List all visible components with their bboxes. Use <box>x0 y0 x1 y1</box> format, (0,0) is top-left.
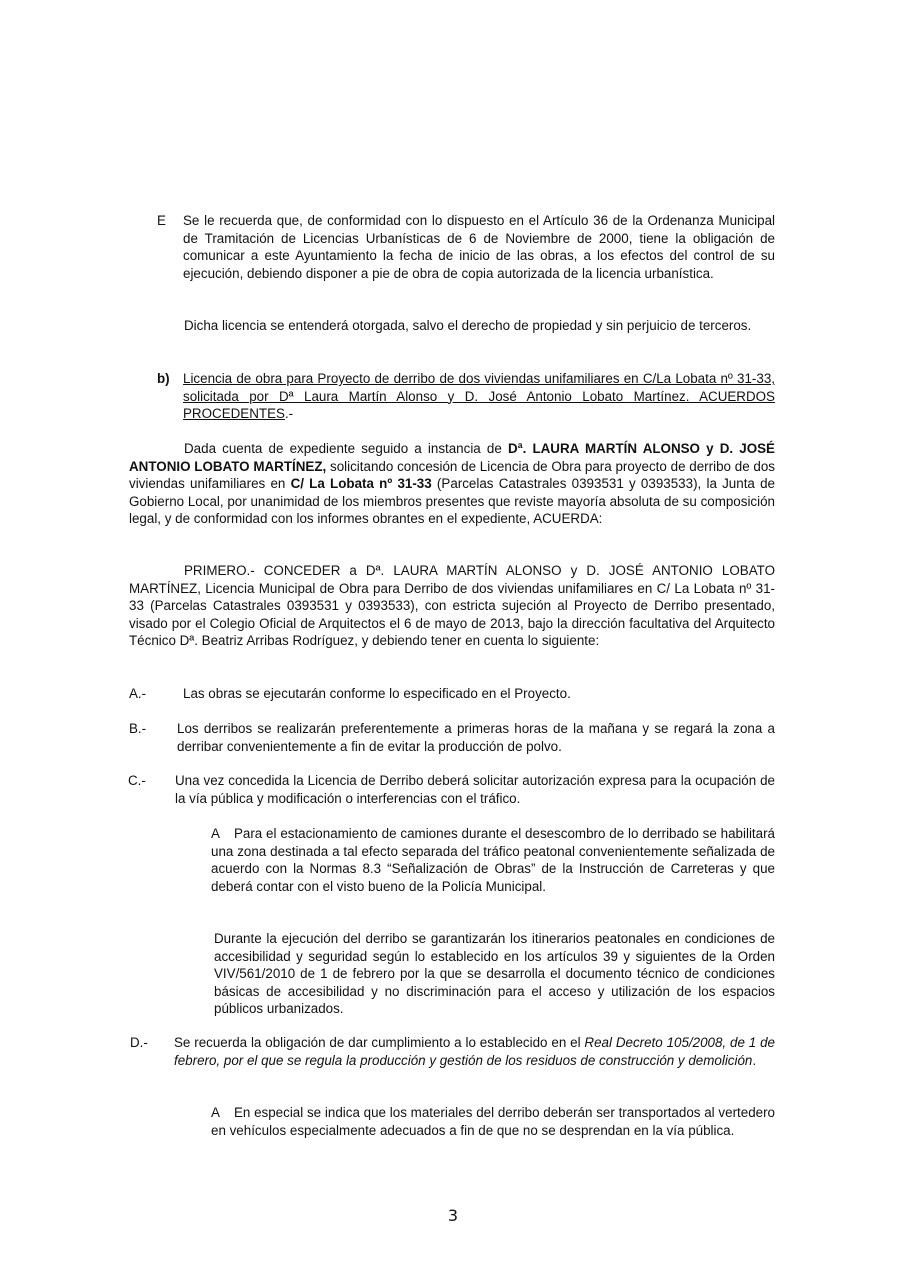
licencia-note: Dicha licencia se entenderá otorgada, salvo el derecho de propiedad y sin perjuicio de terceros. <box>184 318 752 333</box>
cond-d-text <box>174 1034 775 1069</box>
intro-applicants: Dª. LAURA MARTÍN ALONSO y D. JOSÉ ANTONIO LOBATO MARTÍNEZ, <box>129 441 775 474</box>
primero-paragraph: PRIMERO.- CONCEDER a Dª. LAURA MARTÍN ALONSO y D. JOSÉ ANTONIO LOBATO MARTÍNEZ, Licencia Municipal de Obra para Derribo de dos viviendas unifamiliares en C/ La Lobata nº 31-33 (Parcelas Catastrales 0393531 y 0393533), con estricta sujeción al Proyecto de Derribo presentado, visado por el Colegio Oficial de Arquitectos el 6 de mayo de 2013, bajo la dirección facultativa del Arquitecto Técnico Dª. Beatriz Arribas Rodríguez, y debiendo tener en cuenta lo siguiente: <box>129 563 775 648</box>
sub-c1-marker: A <box>211 826 220 841</box>
cond-d-lead: Se recuerda la obligación de dar cumplimiento a lo establecido en el <box>174 1035 585 1050</box>
cond-b-text: Los derribos se realizarán preferentemente a primeras horas de la mañana y se regará la zona a derribar convenientemente a fin de evitar la producción de polvo. <box>177 721 775 754</box>
section-b-marker: b) <box>157 371 170 386</box>
cond-a-text: Las obras se ejecutarán conforme lo especificado en el Proyecto. <box>183 686 571 701</box>
item-e-text: Se le recuerda que, de conformidad con lo dispuesto en el Artículo 36 de la Ordenanza Municipal de Tramitación de Licencias Urbanísticas de 6 de Noviembre de 2000, tiene la obligación de comunicar a este Ayuntamiento la fecha de inicio de las obras, a los efectos del control de su ejecución, debiendo disponer a pie de obra de copia autorizada de la licencia urbanística. <box>183 213 775 281</box>
page-number: 3 <box>447 1206 459 1225</box>
item-e-marker: E <box>157 213 166 228</box>
intro-part3: (Parcelas Catastrales 0393531 y 0393533), la Junta de Gobierno Local, por unanimidad de los miembros presentes que reviste mayoría absoluta de su composición legal, y de conformidad con los informes obrantes en el expediente, ACUERDA: <box>129 476 775 526</box>
cond-d-end: . <box>752 1052 757 1068</box>
cond-c-text: Una vez concedida la Licencia de Derribo deberá solicitar autorización expresa para la ocupación de la vía pública y modificación o interferencias con el tráfico. <box>175 773 775 806</box>
sub-c2-text: Durante la ejecución del derribo se garantizarán los itinerarios peatonales en condiciones de accesibilidad y seguridad según lo establecido en los artículos 39 y siguientes de la Orden VIV/561/2010 de 1 de febrero por la que se desarrolla el documento técnico de condiciones básicas de accesibilidad y no discriminación para el acceso y utilización de los espacios públicos urbanizados. <box>214 931 775 1016</box>
intro-part1: Dada cuenta de expediente seguido a instancia de <box>184 441 508 456</box>
sub-d1-text: En especial se indica que los materiales del derribo deberán ser transportados al vertedero en vehículos especialmente adecuados a fin de que no se desprendan en la vía pública. <box>211 1105 775 1138</box>
sub-d1 <box>211 1104 775 1139</box>
cond-c-marker: C.- <box>128 773 146 788</box>
intro-address: C/ La Lobata nº 31-33 <box>290 476 432 491</box>
section-b-title <box>183 370 775 423</box>
sub-c1 <box>211 825 775 895</box>
cond-a-marker: A.- <box>129 686 147 701</box>
section-b-suffix: .- <box>284 406 294 421</box>
intro-paragraph <box>129 440 775 528</box>
section-b-title-text: Licencia de obra para Proyecto de derribo de dos viviendas unifamiliares en C/La Lobata nº 31-33, solicitada por Dª Laura Martín Alonso y D. José Antonio Lobato Martínez. ACUERDOS PROCEDENTES <box>183 371 775 421</box>
cond-d-decree: Real Decreto 105/2008, de 1 de febrero, por el que se regula la producción y gestión de los residuos de construcción y demolición <box>174 1035 775 1068</box>
cond-d-marker: D.- <box>130 1035 148 1050</box>
intro-part2: solicitando concesión de Licencia de Obra para proyecto de derribo de dos viviendas unifamiliares en <box>129 458 776 491</box>
sub-c1-text: Para el estacionamiento de camiones durante el desescombro de lo derribado se habilitará una zona destinada a tal efecto separada del tráfico peatonal convenientemente señalizada de acuerdo con la Normas 8.3 “Señalización de Obras” de la Instrucción de Carreteras y que deberá contar con el visto bueno de la Policía Municipal. <box>211 826 775 894</box>
sub-d1-marker: A <box>211 1105 220 1120</box>
cond-b-marker: B.- <box>129 721 147 736</box>
